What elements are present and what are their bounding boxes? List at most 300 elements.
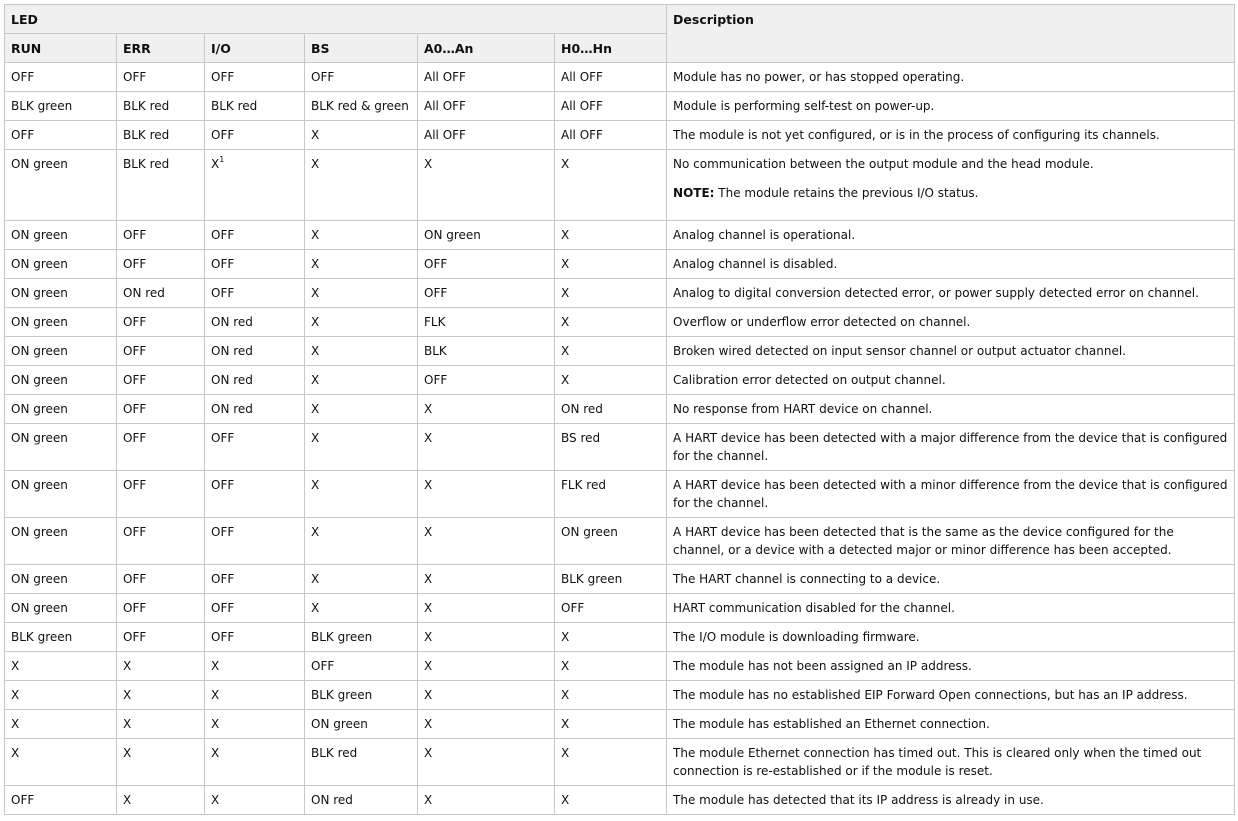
description-cell: [667, 739, 1235, 786]
io-value: ON red: [211, 344, 253, 358]
h-cell: [555, 594, 667, 623]
run-cell: [5, 92, 117, 121]
err-cell: [117, 681, 205, 710]
err-value: OFF: [123, 315, 147, 329]
err-value: OFF: [123, 70, 147, 84]
description-cell: [667, 710, 1235, 739]
err-column-header: ERR: [117, 34, 205, 63]
run-value: ON green: [11, 344, 68, 358]
description-cell: [667, 63, 1235, 92]
err-cell: [117, 594, 205, 623]
h-cell: [555, 308, 667, 337]
err-value: ON red: [123, 286, 165, 300]
h-value: ON red: [561, 402, 603, 416]
run-value: ON green: [11, 315, 68, 329]
h-value: X: [561, 630, 570, 644]
description-text: Overflow or underflow error detected on channel.: [673, 315, 971, 329]
io-cell: [205, 565, 305, 594]
description-text: The module has no established EIP Forward Open connections, but has an IP address.: [673, 688, 1188, 702]
bs-cell: [305, 250, 418, 279]
bs-cell: [305, 63, 418, 92]
run-cell: [5, 518, 117, 565]
run-value: ON green: [11, 257, 68, 271]
description-text: A HART device has been detected with a major difference from the device that is configured for the channel.: [673, 431, 1228, 463]
h-value: X: [561, 373, 570, 387]
description-cell: [667, 366, 1235, 395]
a-cell: [418, 250, 555, 279]
description-text: The module has established an Ethernet connection.: [673, 717, 990, 731]
err-cell: [117, 308, 205, 337]
a-value: X: [424, 157, 433, 171]
table-row: [5, 150, 1235, 221]
description-text: The module Ethernet connection has timed out. This is cleared only when the timed out connection is re-established or if the module is reset.: [673, 746, 1202, 778]
err-value: OFF: [123, 344, 147, 358]
run-cell: [5, 63, 117, 92]
io-cell: [205, 786, 305, 815]
io-value: OFF: [211, 630, 235, 644]
bs-cell: [305, 739, 418, 786]
a-value: X: [424, 478, 433, 492]
run-cell: [5, 308, 117, 337]
io-cell: [205, 471, 305, 518]
io-cell: [205, 518, 305, 565]
description-header: Description: [667, 5, 1235, 63]
description-text: Module has no power, or has stopped operating.: [673, 70, 965, 84]
a-cell: [418, 710, 555, 739]
h-cell: [555, 150, 667, 221]
description-text: The HART channel is connecting to a device.: [673, 572, 941, 586]
err-cell: [117, 279, 205, 308]
err-value: OFF: [123, 373, 147, 387]
table-row: [5, 92, 1235, 121]
run-cell: [5, 366, 117, 395]
table-row: [5, 250, 1235, 279]
io-value: OFF: [211, 478, 235, 492]
bs-value: OFF: [311, 70, 335, 84]
table-row: [5, 594, 1235, 623]
description-cell: [667, 279, 1235, 308]
table-row: [5, 395, 1235, 424]
h-cell: [555, 250, 667, 279]
a-column-header: A0…An: [418, 34, 555, 63]
run-cell: [5, 121, 117, 150]
run-value: ON green: [11, 373, 68, 387]
err-cell: [117, 471, 205, 518]
io-value: OFF: [211, 228, 235, 242]
note-label: NOTE:: [673, 186, 715, 200]
bs-cell: [305, 471, 418, 518]
run-value: OFF: [11, 128, 35, 142]
description-text: Analog channel is operational.: [673, 228, 856, 242]
bs-cell: [305, 681, 418, 710]
bs-value: X: [311, 373, 320, 387]
run-cell: [5, 623, 117, 652]
bs-cell: [305, 150, 418, 221]
io-value: OFF: [211, 525, 235, 539]
io-cell: [205, 366, 305, 395]
description-cell: [667, 150, 1235, 221]
io-value: OFF: [211, 431, 235, 445]
description-text: The module has detected that its IP address is already in use.: [673, 793, 1044, 807]
h-column-header: H0…Hn: [555, 34, 667, 63]
bs-cell: [305, 308, 418, 337]
a-cell: [418, 565, 555, 594]
run-cell: [5, 221, 117, 250]
a-cell: [418, 424, 555, 471]
a-cell: [418, 739, 555, 786]
err-cell: [117, 786, 205, 815]
io-value: X: [211, 793, 220, 807]
bs-value: X: [311, 431, 320, 445]
bs-value: BLK green: [311, 688, 373, 702]
err-cell: [117, 92, 205, 121]
h-value: BLK green: [561, 572, 623, 586]
a-value: X: [424, 572, 433, 586]
io-cell: [205, 424, 305, 471]
err-value: OFF: [123, 402, 147, 416]
err-cell: [117, 250, 205, 279]
description-text: No response from HART device on channel.: [673, 402, 933, 416]
note-paragraph: [673, 184, 1228, 202]
bs-value: X: [311, 344, 320, 358]
bs-value: X: [311, 315, 320, 329]
table-row: [5, 471, 1235, 518]
a-cell: [418, 623, 555, 652]
err-value: X: [123, 717, 132, 731]
description-text: The module has not been assigned an IP address.: [673, 659, 972, 673]
a-cell: [418, 786, 555, 815]
h-value: X: [561, 315, 570, 329]
led-group-header: LED: [5, 5, 667, 34]
h-cell: [555, 471, 667, 518]
run-value: X: [11, 717, 20, 731]
a-value: X: [424, 793, 433, 807]
h-cell: [555, 681, 667, 710]
io-cell: [205, 150, 305, 221]
run-value: OFF: [11, 793, 35, 807]
bs-value: BLK green: [311, 630, 373, 644]
description-text: No communication between the output module and the head module.: [673, 157, 1094, 171]
io-value: X: [211, 157, 220, 171]
footnote-marker: 1: [219, 155, 225, 164]
a-value: OFF: [424, 286, 448, 300]
a-cell: [418, 337, 555, 366]
io-cell: [205, 121, 305, 150]
io-value: X: [211, 746, 220, 760]
table-row: [5, 681, 1235, 710]
err-cell: [117, 366, 205, 395]
err-value: OFF: [123, 431, 147, 445]
description-cell: [667, 424, 1235, 471]
description-cell: [667, 681, 1235, 710]
h-value: All OFF: [561, 128, 603, 142]
description-cell: [667, 594, 1235, 623]
io-cell: [205, 395, 305, 424]
a-value: X: [424, 746, 433, 760]
io-cell: [205, 710, 305, 739]
io-value: OFF: [211, 128, 235, 142]
io-value: OFF: [211, 70, 235, 84]
io-value: BLK red: [211, 99, 258, 113]
description-text: Calibration error detected on output channel.: [673, 373, 946, 387]
run-cell: [5, 739, 117, 786]
err-cell: [117, 739, 205, 786]
bs-value: ON red: [311, 793, 353, 807]
table-row: [5, 121, 1235, 150]
err-value: OFF: [123, 630, 147, 644]
bs-value: X: [311, 157, 320, 171]
io-value: OFF: [211, 286, 235, 300]
err-value: OFF: [123, 525, 147, 539]
bs-value: ON green: [311, 717, 368, 731]
err-cell: [117, 518, 205, 565]
a-cell: [418, 366, 555, 395]
h-cell: [555, 279, 667, 308]
description-text: The I/O module is downloading firmware.: [673, 630, 920, 644]
run-cell: [5, 594, 117, 623]
run-cell: [5, 395, 117, 424]
io-cell: [205, 337, 305, 366]
bs-value: X: [311, 601, 320, 615]
a-cell: [418, 681, 555, 710]
io-cell: [205, 739, 305, 786]
a-cell: [418, 279, 555, 308]
description-cell: [667, 337, 1235, 366]
bs-cell: [305, 786, 418, 815]
h-value: X: [561, 157, 570, 171]
bs-column-header: BS: [305, 34, 418, 63]
a-value: FLK: [424, 315, 446, 329]
run-cell: [5, 279, 117, 308]
table-row: [5, 786, 1235, 815]
io-cell: [205, 652, 305, 681]
table-row: [5, 424, 1235, 471]
io-cell: [205, 623, 305, 652]
run-value: ON green: [11, 228, 68, 242]
io-value: OFF: [211, 257, 235, 271]
description-cell: [667, 92, 1235, 121]
h-cell: [555, 518, 667, 565]
a-cell: [418, 594, 555, 623]
bs-cell: [305, 652, 418, 681]
bs-cell: [305, 424, 418, 471]
bs-value: OFF: [311, 659, 335, 673]
err-cell: [117, 652, 205, 681]
run-column-header: RUN: [5, 34, 117, 63]
h-cell: [555, 424, 667, 471]
io-value: X: [211, 659, 220, 673]
h-cell: [555, 565, 667, 594]
run-value: ON green: [11, 525, 68, 539]
a-cell: [418, 471, 555, 518]
a-value: X: [424, 688, 433, 702]
a-cell: [418, 92, 555, 121]
h-value: All OFF: [561, 70, 603, 84]
bs-cell: [305, 710, 418, 739]
table-row: [5, 221, 1235, 250]
bs-cell: [305, 518, 418, 565]
bs-value: X: [311, 402, 320, 416]
run-cell: [5, 681, 117, 710]
a-cell: [418, 518, 555, 565]
h-value: X: [561, 688, 570, 702]
run-cell: [5, 710, 117, 739]
bs-value: X: [311, 572, 320, 586]
h-cell: [555, 739, 667, 786]
a-value: OFF: [424, 373, 448, 387]
h-cell: [555, 337, 667, 366]
h-value: X: [561, 659, 570, 673]
err-value: BLK red: [123, 128, 170, 142]
run-value: ON green: [11, 572, 68, 586]
h-value: ON green: [561, 525, 618, 539]
a-value: X: [424, 659, 433, 673]
err-value: OFF: [123, 601, 147, 615]
description-cell: [667, 308, 1235, 337]
a-value: OFF: [424, 257, 448, 271]
description-cell: [667, 221, 1235, 250]
run-value: ON green: [11, 478, 68, 492]
h-value: X: [561, 286, 570, 300]
description-text: A HART device has been detected with a minor difference from the device that is configured for the channel.: [673, 478, 1228, 510]
run-cell: [5, 565, 117, 594]
io-column-header: I/O: [205, 34, 305, 63]
err-value: OFF: [123, 572, 147, 586]
h-cell: [555, 710, 667, 739]
err-value: OFF: [123, 257, 147, 271]
h-cell: [555, 652, 667, 681]
err-value: X: [123, 746, 132, 760]
description-cell: [667, 623, 1235, 652]
run-value: X: [11, 659, 20, 673]
bs-cell: [305, 594, 418, 623]
a-value: All OFF: [424, 70, 466, 84]
h-value: FLK red: [561, 478, 606, 492]
description-text: Broken wired detected on input sensor channel or output actuator channel.: [673, 344, 1126, 358]
run-cell: [5, 652, 117, 681]
a-cell: [418, 308, 555, 337]
bs-value: X: [311, 257, 320, 271]
io-cell: [205, 221, 305, 250]
err-cell: [117, 395, 205, 424]
a-value: X: [424, 717, 433, 731]
run-value: ON green: [11, 402, 68, 416]
io-value: ON red: [211, 315, 253, 329]
description-text: A HART device has been detected that is the same as the device configured for the channel, or a device with a detected major or minor difference has been accepted.: [673, 525, 1174, 557]
run-value: X: [11, 746, 20, 760]
a-value: All OFF: [424, 99, 466, 113]
description-cell: [667, 565, 1235, 594]
bs-value: X: [311, 478, 320, 492]
io-cell: [205, 681, 305, 710]
a-value: BLK: [424, 344, 447, 358]
a-cell: [418, 150, 555, 221]
bs-value: X: [311, 286, 320, 300]
bs-value: X: [311, 228, 320, 242]
description-text: Analog channel is disabled.: [673, 257, 838, 271]
description-text: Module is performing self-test on power-up.: [673, 99, 935, 113]
a-value: All OFF: [424, 128, 466, 142]
note-text: The module retains the previous I/O status.: [714, 186, 979, 200]
h-value: X: [561, 746, 570, 760]
table-row: [5, 623, 1235, 652]
h-value: X: [561, 793, 570, 807]
table-row: [5, 63, 1235, 92]
err-cell: [117, 710, 205, 739]
description-text: HART communication disabled for the channel.: [673, 601, 955, 615]
description-text: The module is not yet configured, or is in the process of configuring its channels.: [673, 128, 1160, 142]
err-cell: [117, 150, 205, 221]
a-cell: [418, 221, 555, 250]
io-cell: [205, 279, 305, 308]
run-value: X: [11, 688, 20, 702]
h-cell: [555, 63, 667, 92]
h-cell: [555, 786, 667, 815]
table-row: [5, 652, 1235, 681]
h-cell: [555, 395, 667, 424]
a-value: X: [424, 525, 433, 539]
a-value: ON green: [424, 228, 481, 242]
bs-cell: [305, 221, 418, 250]
description-cell: [667, 121, 1235, 150]
err-value: BLK red: [123, 99, 170, 113]
err-value: X: [123, 659, 132, 673]
io-value: X: [211, 688, 220, 702]
bs-cell: [305, 337, 418, 366]
io-value: X: [211, 717, 220, 731]
table-row: [5, 739, 1235, 786]
bs-cell: [305, 623, 418, 652]
run-cell: [5, 786, 117, 815]
run-cell: [5, 150, 117, 221]
table-row: [5, 337, 1235, 366]
io-cell: [205, 250, 305, 279]
h-cell: [555, 366, 667, 395]
run-cell: [5, 471, 117, 518]
table-body: [5, 63, 1235, 815]
h-value: X: [561, 344, 570, 358]
err-cell: [117, 424, 205, 471]
io-cell: [205, 92, 305, 121]
run-cell: [5, 424, 117, 471]
bs-cell: [305, 279, 418, 308]
description-cell: [667, 652, 1235, 681]
bs-value: BLK red: [311, 746, 358, 760]
description-cell: [667, 518, 1235, 565]
bs-value: BLK red & green: [311, 99, 409, 113]
err-cell: [117, 337, 205, 366]
description-cell: [667, 395, 1235, 424]
table-row: [5, 366, 1235, 395]
err-value: OFF: [123, 478, 147, 492]
a-cell: [418, 652, 555, 681]
err-value: X: [123, 688, 132, 702]
table-row: [5, 279, 1235, 308]
h-cell: [555, 221, 667, 250]
h-value: X: [561, 228, 570, 242]
a-cell: [418, 395, 555, 424]
err-cell: [117, 63, 205, 92]
description-cell: [667, 250, 1235, 279]
bs-value: X: [311, 128, 320, 142]
bs-cell: [305, 565, 418, 594]
table-row: [5, 710, 1235, 739]
table-row: [5, 518, 1235, 565]
description-cell: [667, 786, 1235, 815]
h-value: X: [561, 257, 570, 271]
run-value: ON green: [11, 286, 68, 300]
table-row: [5, 565, 1235, 594]
